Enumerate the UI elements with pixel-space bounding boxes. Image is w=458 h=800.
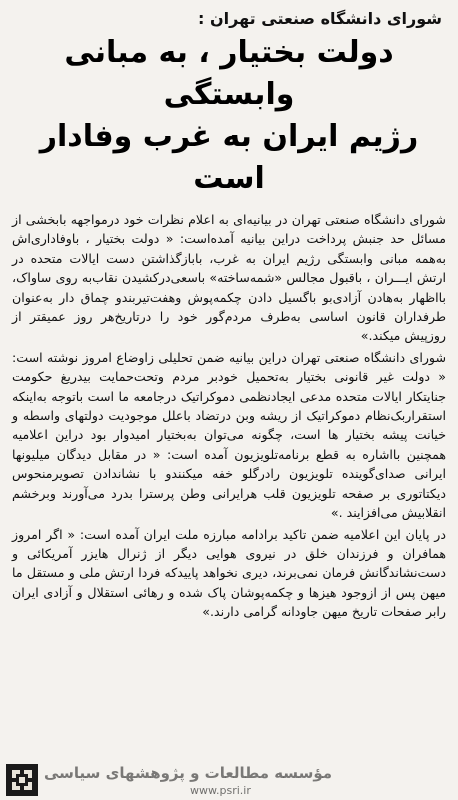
institute-logo-icon	[6, 764, 38, 796]
headline-line-2: رژیم ایران به غرب وفادار است	[39, 119, 419, 196]
watermark-url[interactable]: www.psri.ir	[190, 784, 251, 797]
paragraph-3: در پایان این اعلامیه ضمن تاکید برادامه مبارزه ملت ایران آمده است: « اگر امروز همافران و فرزندان خلق در نیروی هوایی دیگر از ژنرال هایزر آمریکائی و دست‌نشاندگانش فرمان نمی‌برند، دیری نخواهد پایید‌که فردا ارتش ملی و مستقل ما میهن پس از ازوجود هیزها و چکمه‌پوشان پاک شده و رهائی استقلال و آزادی ایران رابر صفحات تاریخ میهن جاودانه گرامی دارند.»	[12, 526, 446, 620]
paragraph-2: شورای دانشگاه صنعتی تهران دراین بیانیه ضمن تحلیلی زاوضاع امروز نوشته است: « دولت غیر قانونی بختیار به‌تحمیل خودبر مردم وتحت‌حمایت بیدریغ حکومت جنایتکار ایالات متحده مدعی ایجادنظمی دموکراتیک درجامعه ما است باتوجه به‌اینکه استقراربک‌نظام دموکراتیک از ریشه وبن درتضاد باعلل موجودیت دولتهای واسطه و خیانت پیشه بختیار ها است، چگونه می‌توان به‌بختیار امیدوار بود دراین اعلامیه همچنین بااشاره به قطع برنامه‌تلویزیون آمده است: « در مقابل دیدگان میلیونها ایرانی صدای‌گوینده تلویزیون رادرگلو خفه میکنندو با نشاندادن تصویرمنحوس دیکتاتوری بر صفحه تلویزیون قلب هرایرانی وطن پرسترا بدرد می‌آورند وبرخشم انقلابیش می‌افزایند .»	[12, 349, 446, 521]
watermark-text: مؤسسه مطالعات و پژوهشهای سیاسی	[44, 764, 333, 782]
article-kicker: شورای دانشگاه صنعتی تهران :	[198, 9, 442, 28]
headline-line-1: دولت بختیار ، به مبانی وابستگی	[64, 35, 394, 112]
paragraph-1: شورای دانشگاه صنعتی تهران در بیانیه‌ای به اعلام نظرات خود درمواجهه بابخشی از مسائل حد جنبش پرداخت دراین بیانیه آمده‌است: « دولت بختیار ، باوفاداری‌اش به‌همه مبانی وابستگی رژیم ایران به غرب، بابازگذاشتن دست ایالات متحده در ارتش ایـــران ، باقبول مجالس «شمه‌ساخته» باسعی‌درکشیدن نقاب‌به روی ساواک، بااظهار به‌هادن آزادی‌بو باگسیل دادن چکمه‌پوش وهفت‌تیربندو چماق دار به‌عنوان طرفداران قانون اساسی به‌طرف مردم‌گور خود را درتاریخ‌هر روز عمیقتر از روزپیش میکند.»	[12, 212, 446, 344]
publisher-watermark	[0, 760, 458, 800]
article-body	[12, 210, 446, 622]
